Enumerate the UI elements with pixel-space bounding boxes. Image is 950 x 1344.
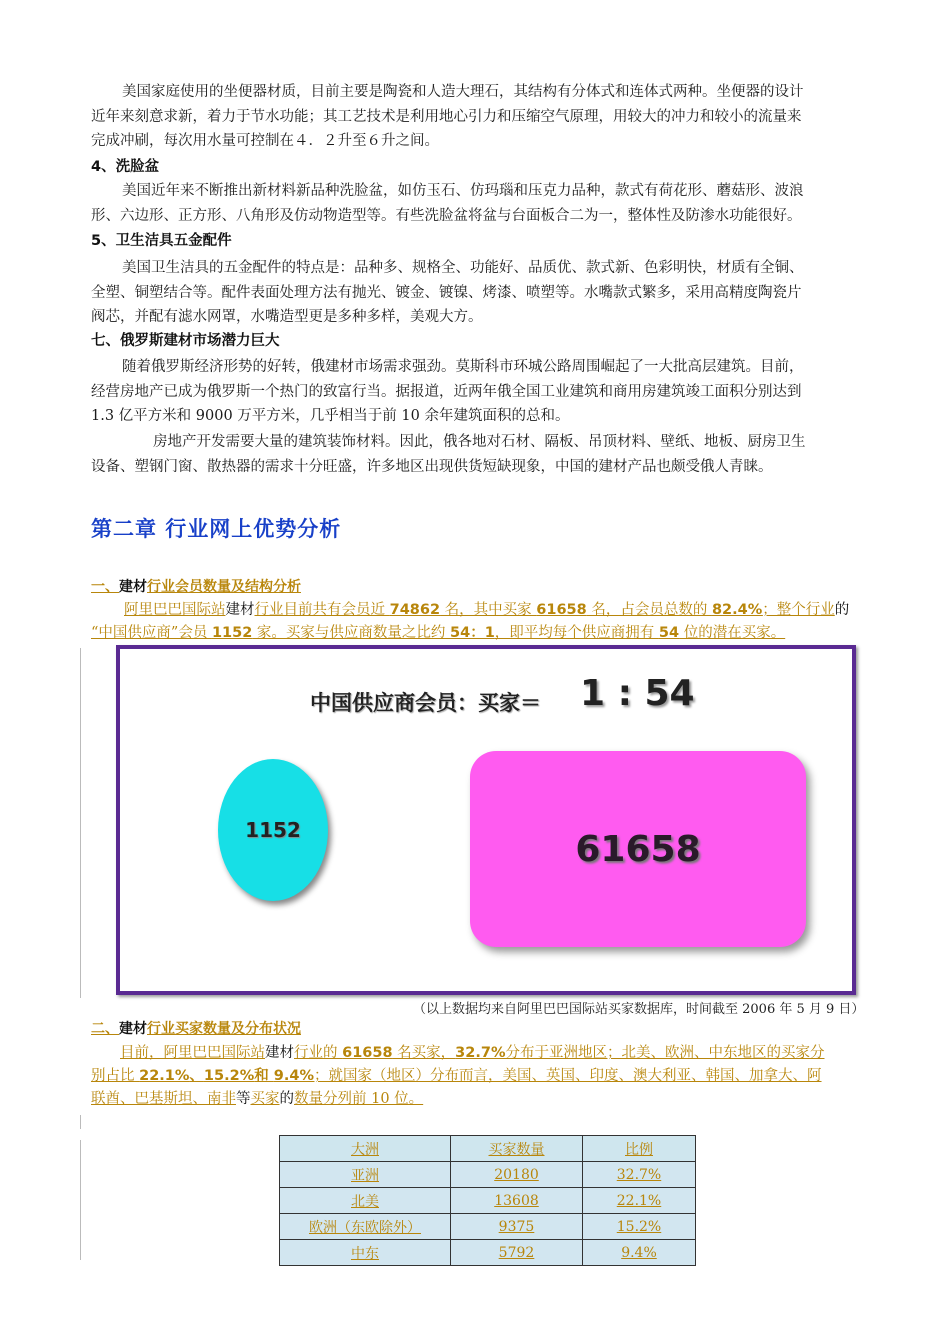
- text-run: 名，其中买家: [440, 602, 537, 618]
- table-cell: 22.1%: [583, 1188, 696, 1214]
- table-cell: 9375: [451, 1214, 583, 1240]
- supplier-ellipse: [218, 759, 328, 901]
- text-run: 位的潜在买家。: [679, 625, 786, 641]
- section-number: 二、: [91, 1021, 119, 1037]
- text-run: ；整个行业: [762, 602, 835, 618]
- text-run: 别占比: [91, 1068, 140, 1084]
- source-note: （以上数据均来自阿里巴巴国际站买家数据库，时间截至 2006 年 5 月 9 日）: [413, 1002, 865, 1017]
- text-line: 形、六边形、正方形、八角形及仿动物造型等。有些洗脸盆将盆与台面板合二为一，整体性及防渗水功能很好。: [91, 207, 802, 224]
- text-line: 全塑、铜塑结合等。配件表面处理方法有抛光、镀金、镀镍、烤漆、喷塑等。水嘴款式繁多，采用高精度陶瓷片: [91, 284, 802, 301]
- section-2-heading: [91, 1018, 301, 1040]
- text-line: 随着俄罗斯经济形势的好转，俄建材市场需求强劲。莫斯科市环城公路周围崛起了一大批高层建筑。目前，: [122, 359, 804, 375]
- text-line: 近年来刻意求新，着力于节水功能；其工艺技术是利用地心引力和压缩空气原理，用较大的冲力和较小的流量来: [91, 108, 802, 125]
- text-line: [91, 622, 891, 645]
- alibaba-link[interactable]: 目前，阿里巴巴国际站: [120, 1045, 265, 1061]
- table-cell: 5792: [451, 1240, 583, 1266]
- text-run: 行业的: [294, 1045, 343, 1061]
- russia-paragraph-2: [91, 430, 883, 479]
- figure-ratio: 1 : 54: [580, 673, 695, 714]
- supplier-count-label: 1152: [245, 818, 301, 842]
- heading-hardware: 5、卫生洁具五金配件: [91, 233, 232, 249]
- text-run: “中国供应商”会员: [91, 625, 212, 641]
- section-link[interactable]: 行业会员数量及结构分析: [147, 579, 301, 595]
- text-run: 等: [236, 1091, 251, 1107]
- russia-paragraph-1: [91, 355, 883, 429]
- text-line: 美国家庭使用的坐便器材质，目前主要是陶瓷和人造大理石，其结构有分体式和连体式两种。坐便器的设计: [122, 84, 804, 100]
- table-header-row: [280, 1136, 696, 1162]
- table-header: 买家数量: [451, 1136, 583, 1162]
- text-run: ；就国家（地区）分布而言，美国、英国、印度、澳大利亚、韩国、加拿大、阿: [314, 1068, 822, 1084]
- me-percent: 9.4%: [273, 1068, 315, 1084]
- table-row: [280, 1240, 696, 1266]
- section-1-heading: [91, 576, 301, 598]
- na-percent: 22.1%: [139, 1068, 190, 1084]
- figure-title: 中国供应商会员：买家＝: [310, 691, 541, 715]
- table-cell: 20180: [451, 1162, 583, 1188]
- text-run: 联酋、巴基斯坦、南非: [91, 1091, 236, 1107]
- text-run: 的: [834, 602, 850, 618]
- chapter-title: 第二章 行业网上优势分析: [91, 517, 342, 541]
- text-line: 美国近年来不断推出新材料新品种洗脸盆，如仿玉石、仿玛瑙和压克力品种，款式有荷花形、蘑菇形、波浪: [122, 183, 804, 199]
- text-line: 经营房地产已成为俄罗斯一个热门的致富行当。据报道，近两年俄全国工业建筑和商用房建筑竣工面积分别达到: [91, 383, 802, 400]
- washbasin-paragraph: [91, 179, 883, 228]
- ratio-figure: [116, 645, 856, 995]
- toilet-material-paragraph: [91, 80, 883, 154]
- revision-marker: [80, 1140, 81, 1260]
- text-run: 建材: [225, 602, 255, 618]
- buyer-percent: 82.4%: [711, 602, 763, 618]
- buyer-count-label: 61658: [575, 828, 701, 870]
- buyer-count: 61658: [536, 602, 587, 618]
- table-cell: 亚洲: [280, 1162, 451, 1188]
- text-line: 房地产开发需要大量的建筑装饰材料。因此，俄各地对石材、隔板、吊顶材料、壁纸、地板、厨房卫生: [153, 434, 806, 450]
- table-cell: 32.7%: [583, 1162, 696, 1188]
- section-1-paragraph: [91, 599, 891, 645]
- section-number: 一、: [91, 579, 119, 595]
- section-keyword: 建材: [119, 579, 147, 595]
- text-run: 数量分列前 10 位。: [294, 1091, 424, 1107]
- heading-russia-market: 七、俄罗斯建材市场潜力巨大: [91, 333, 280, 349]
- table-cell: 9.4%: [583, 1240, 696, 1266]
- table-cell: 13608: [451, 1188, 583, 1214]
- table-row: [280, 1214, 696, 1240]
- text-line: 完成冲刷，每次用水量可控制在４．２升至６升之间。: [91, 133, 439, 149]
- text-run: 建材: [265, 1045, 294, 1061]
- text-line: 美国卫生洁具的五金配件的特点是：品种多、规格全、功能好、品质优、款式新、色彩明快，材质有全铜、: [122, 260, 804, 276]
- text-line: 阀芯，并配有滤水网罩，水嘴造型更是多种多样，美观大方。: [91, 309, 483, 325]
- text-run: 和: [254, 1068, 274, 1084]
- buyer-rectangle: [470, 751, 806, 947]
- eu-percent: 15.2%: [203, 1068, 255, 1084]
- text-run: 、: [189, 1068, 204, 1084]
- section-2-paragraph: [91, 1042, 891, 1111]
- ratio-text: 54：1: [450, 625, 495, 641]
- text-run: 买家: [250, 1091, 280, 1107]
- text-line: [91, 1065, 891, 1088]
- section-link[interactable]: 行业买家数量及分布状况: [147, 1021, 301, 1037]
- continent-buyer-table: [279, 1135, 696, 1266]
- supplier-count: 1152: [211, 625, 253, 641]
- table-header: 大洲: [280, 1136, 451, 1162]
- member-count: 74862: [389, 602, 441, 618]
- text-line: 设备、塑钢门窗、散热器的需求十分旺盛，许多地区出现供货短缺现象，中国的建材产品也颇受俄人青睐。: [91, 458, 773, 475]
- table-cell: 北美: [280, 1188, 451, 1214]
- text-line: 1.3 亿平方米和 9000 万平方米，几乎相当于前 10 余年建筑面积的总和。: [91, 408, 570, 424]
- table-cell: 中东: [280, 1240, 451, 1266]
- revision-marker: [80, 1115, 81, 1129]
- revision-marker: [80, 648, 81, 998]
- text-line: [91, 599, 891, 622]
- table-row: [280, 1188, 696, 1214]
- section-keyword: 建材: [119, 1021, 147, 1037]
- buyer-count: 61658: [342, 1045, 393, 1061]
- hardware-paragraph: [91, 256, 883, 330]
- text-run: 行业目前共有会员近: [254, 602, 390, 618]
- table-cell: 15.2%: [583, 1214, 696, 1240]
- table-row: [280, 1162, 696, 1188]
- table-cell: 欧洲（东欧除外）: [280, 1214, 451, 1240]
- text-run: ，即平均每个供应商拥有: [494, 625, 659, 641]
- text-line: [91, 1088, 891, 1111]
- text-run: 家。买家与供应商数量之比约: [252, 625, 451, 641]
- asia-percent: 32.7%: [455, 1045, 506, 1061]
- text-run: 分布于亚洲地区；北美、欧洲、中东地区的买家分: [505, 1045, 825, 1061]
- heading-washbasin: 4、洗脸盆: [91, 159, 160, 175]
- text-run: 名买家，: [392, 1045, 456, 1061]
- table-header: 比例: [583, 1136, 696, 1162]
- alibaba-link[interactable]: 阿里巴巴国际站: [124, 602, 226, 618]
- text-line: [91, 1042, 891, 1065]
- ratio-buyers: 54: [658, 625, 680, 641]
- text-run: 的: [279, 1091, 294, 1107]
- text-run: 名，占会员总数的: [586, 602, 712, 618]
